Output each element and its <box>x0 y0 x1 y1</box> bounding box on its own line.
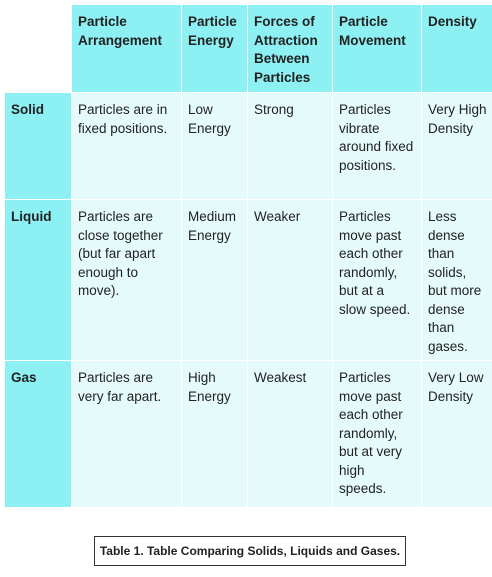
column-header-density: Density <box>422 5 492 92</box>
table-cell: Very High Density <box>422 93 492 199</box>
column-header-forces-of-attraction: Forces of Attraction Between Particles <box>248 5 332 92</box>
table-cell: Low Energy <box>182 93 247 199</box>
table-cell: Strong <box>248 93 332 199</box>
table-cell: Less dense than solids, but more dense than gases. <box>422 200 492 360</box>
table-caption: Table 1. Table Comparing Solids, Liquids and Gases. <box>94 536 406 566</box>
column-header-particle-movement: Particle Movement <box>333 5 421 92</box>
table-cell: Very Low Density <box>422 361 492 507</box>
column-header-particle-energy: Particle Energy <box>182 5 247 92</box>
table-cell: High Energy <box>182 361 247 507</box>
table-cell: Particles are in fixed positions. <box>72 93 181 199</box>
table-cell: Weaker <box>248 200 332 360</box>
row-header-gas: Gas <box>5 361 71 507</box>
table-cell: Particles are very far apart. <box>72 361 181 507</box>
row-header-solid: Solid <box>5 93 71 199</box>
table-cell: Weakest <box>248 361 332 507</box>
table-corner-cell <box>5 5 71 92</box>
states-of-matter-table <box>5 5 489 507</box>
table-cell: Medium Energy <box>182 200 247 360</box>
table-cell: Particles move past each other randomly, but at very high speeds. <box>333 361 421 507</box>
table-cell: Particles move past each other randomly, but at a slow speed. <box>333 200 421 360</box>
column-header-particle-arrangement: Particle Arrangement <box>72 5 181 92</box>
row-header-liquid: Liquid <box>5 200 71 360</box>
table-cell: Particles are close together (but far apart enough to move). <box>72 200 181 360</box>
table-cell: Particles vibrate around fixed positions. <box>333 93 421 199</box>
